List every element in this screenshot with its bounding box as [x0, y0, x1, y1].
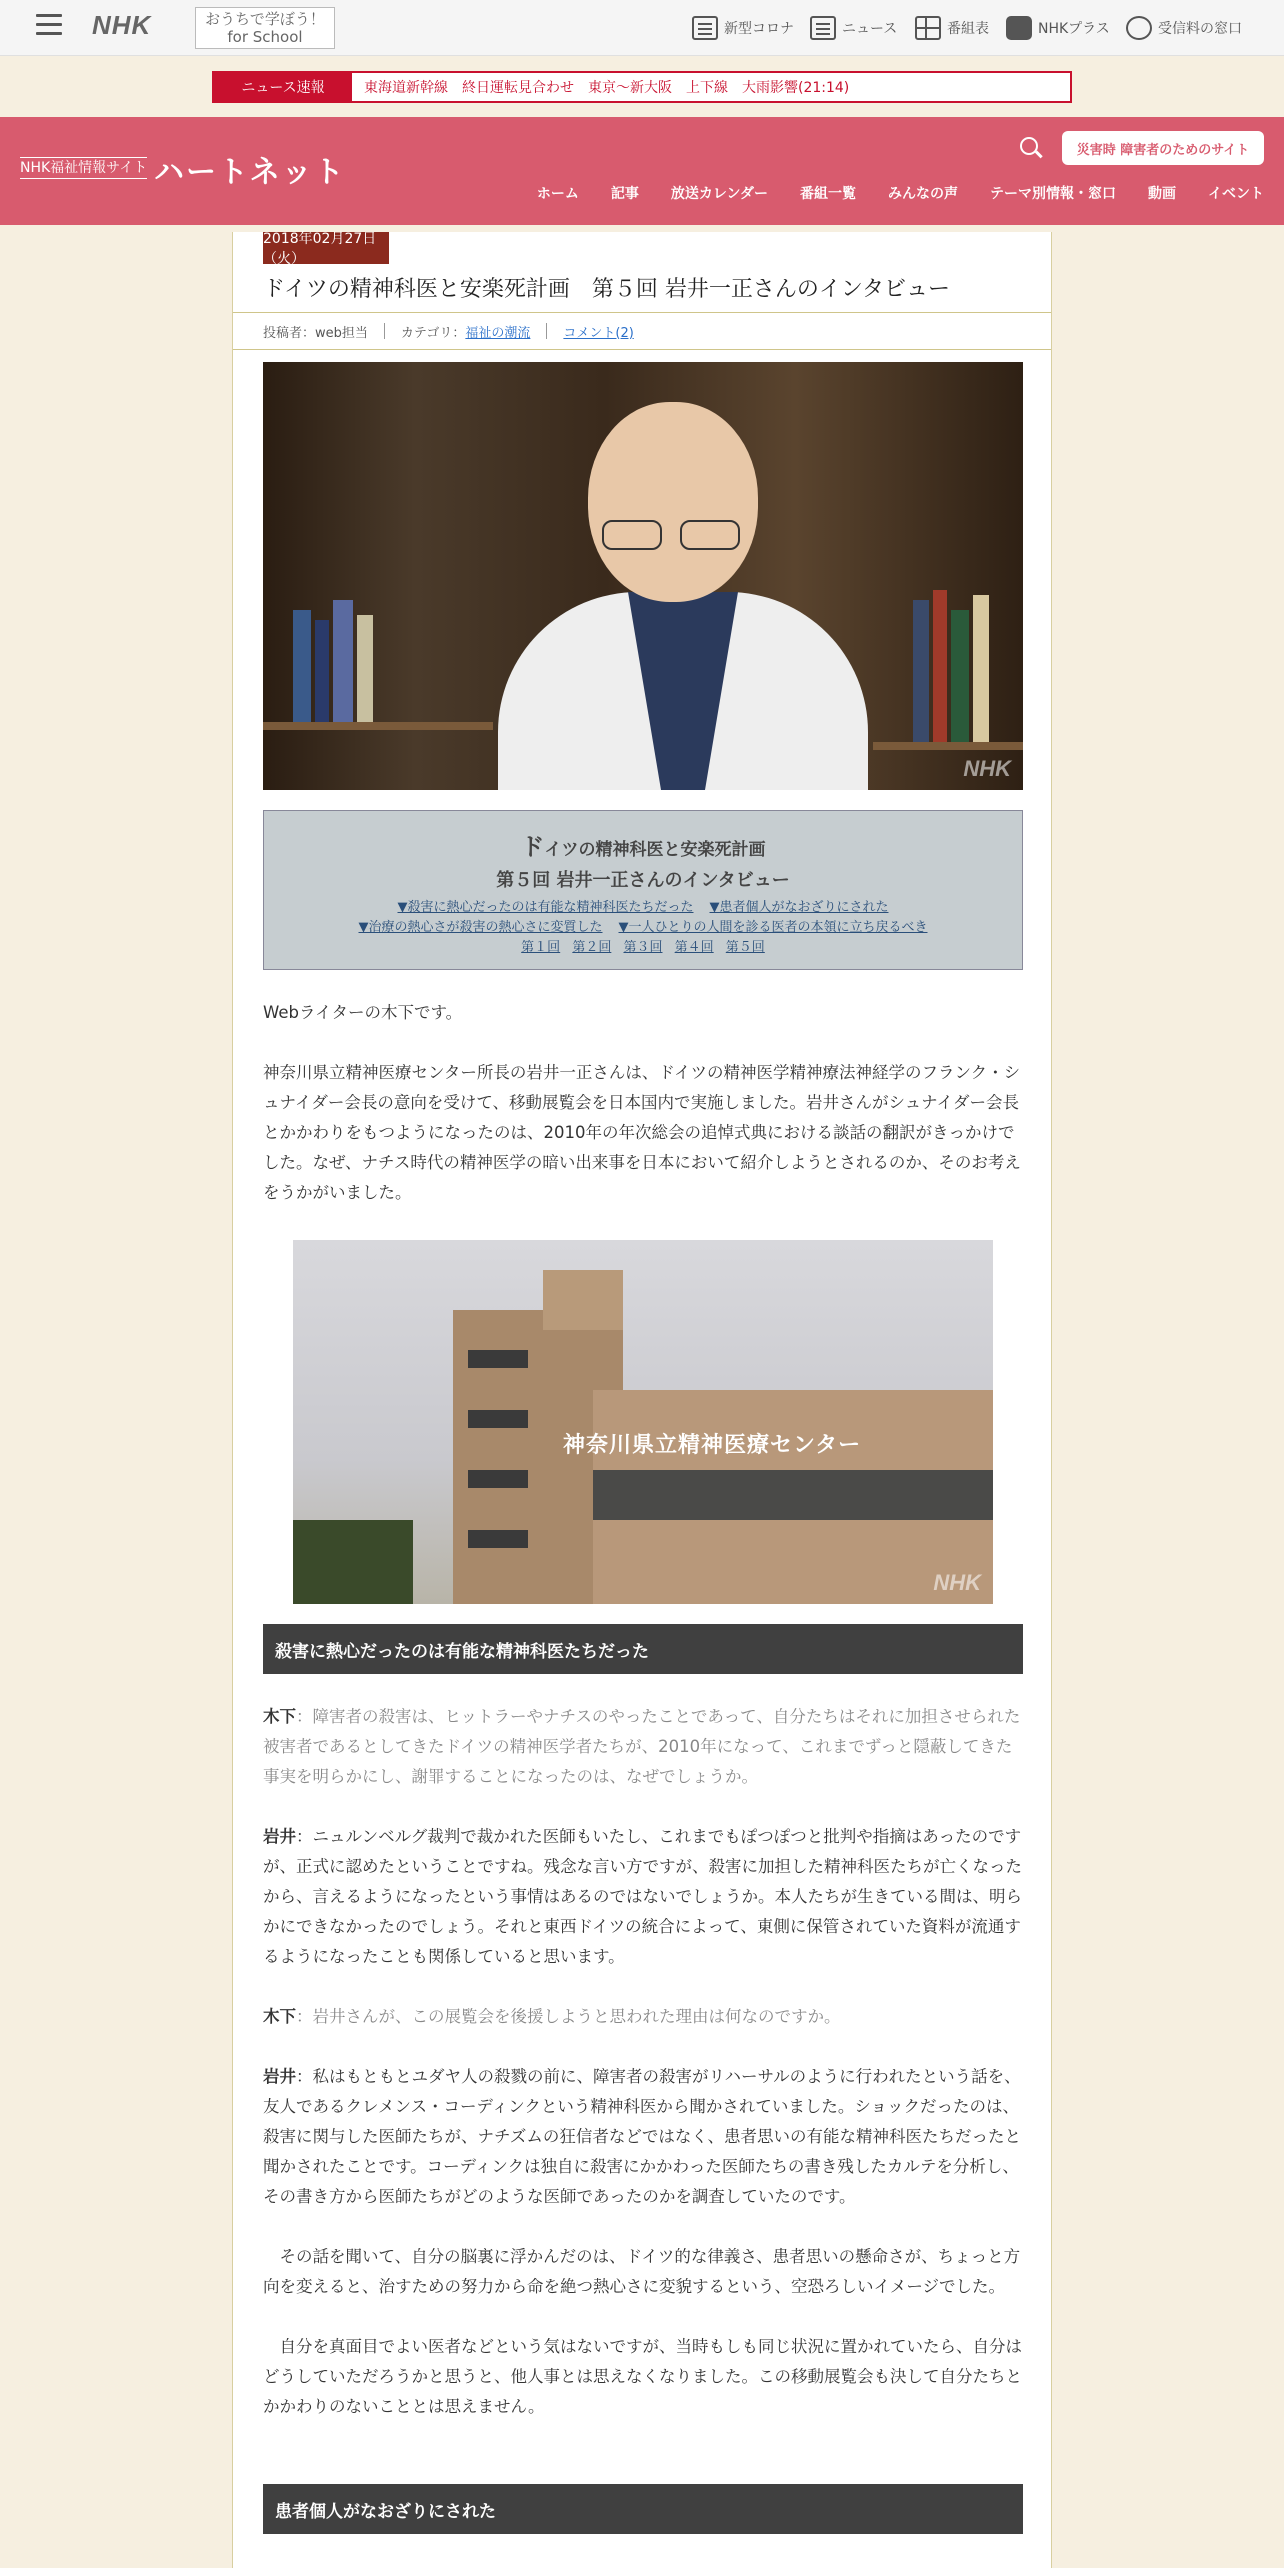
answer-2	[263, 2062, 1023, 2212]
series-toc	[263, 810, 1023, 970]
toc-title-first: ド	[520, 833, 545, 861]
nav-voices[interactable]: みんなの声	[888, 186, 958, 202]
main-nav	[505, 183, 1264, 203]
school-line1: おうちで学ぼう！	[205, 10, 325, 28]
site-logo[interactable]: ハートネット	[154, 155, 346, 190]
divider	[546, 323, 547, 339]
toc-part-3[interactable]: 第３回	[623, 940, 663, 955]
interview-photo	[263, 362, 1023, 790]
site-subtitle: NHK福祉情報サイト	[20, 157, 147, 179]
nhk-watermark: NHK	[933, 1570, 981, 1595]
toc-title	[264, 827, 1022, 862]
toc-link-section3[interactable]: ▼治療の熱心さが殺害の熱心さに変質した	[358, 920, 603, 935]
category-link[interactable]: 福祉の潮流	[465, 325, 531, 341]
nav-nhk-plus[interactable]	[1006, 14, 1110, 42]
category-label: カテゴリ：	[400, 325, 466, 341]
divider	[384, 323, 385, 339]
section-heading-1: 殺害に熱心だったのは有能な精神科医たちだった	[263, 1624, 1023, 1674]
nav-fee[interactable]	[1126, 14, 1242, 42]
breaking-news-bar[interactable]	[212, 71, 1072, 103]
nav-home[interactable]: ホーム	[536, 186, 579, 202]
comments-link[interactable]: コメント(2)	[563, 325, 634, 341]
author: 投稿者：web担当	[263, 325, 368, 341]
toc-part-5[interactable]: 第５回	[725, 940, 765, 955]
question-2	[263, 2002, 1023, 2032]
nav-calendar[interactable]: 放送カレンダー	[670, 186, 768, 202]
fee-icon	[1126, 16, 1152, 40]
article-title: ドイツの精神科医と安楽死計画 第５回 岩井一正さんのインタビュー	[263, 277, 951, 302]
interviewer-name: 木下	[263, 1707, 296, 1726]
search-icon[interactable]	[1020, 137, 1038, 155]
answer-2-paragraph-3: 自分を真面目でよい医者などという気はないですが、当時もしも同じ状況に置かれていたら、自分はどうしていただろうかと思うと、他人事とは思えなくなりました。この移動展覧会も決して自分たちとかかわりのないこととは思えません。	[263, 2337, 1022, 2416]
hospital-photo	[293, 1240, 993, 1604]
interviewee-name: 岩井	[263, 2067, 296, 2086]
answer-2-text: ：私はもともとユダヤ人の殺戮の前に、障害者の殺害がリハーサルのように行われたという話を、友人であるクレメンス・コーディンクという精神科医から聞かされていました。ショックだったのは、殺害に関与した医師たちが、ナチズムの狂信者などではなく、患者思いの有能な精神科医たちだったと聞かされたことです。コーディンクは独自に殺害にかかわった医師たちの書き残したカルテを分析し、その書き方から医師たちがどのような医師であったのかを調査していたのです。	[263, 2067, 1022, 2206]
nhk-watermark: NHK	[963, 756, 1011, 781]
answer-2-paragraph-2: その話を聞いて、自分の脳裏に浮かんだのは、ドイツ的な律義さ、患者思いの懸命さが、ちょっと方向を変えると、治すための努力から命を絶つ熱心さに変貌するという、空恐ろしいイメージでした。	[263, 2247, 1021, 2296]
nav-corona[interactable]	[692, 14, 794, 42]
interviewee-figure	[498, 402, 868, 790]
breaking-news-label: ニュース速報	[214, 73, 352, 101]
toc-part-4[interactable]: 第４回	[674, 940, 714, 955]
nav-programs[interactable]: 番組一覧	[800, 186, 856, 202]
corona-icon	[692, 16, 718, 40]
article-date: 2018年02月27日（火）	[263, 232, 389, 264]
nav-program-guide[interactable]	[915, 14, 989, 42]
disaster-site-button[interactable]: 災害時 障害者のためのサイト	[1062, 131, 1264, 165]
nav-corona-label: 新型コロナ	[724, 21, 794, 37]
school-button[interactable]	[195, 7, 335, 49]
nav-news-label: ニュース	[842, 21, 898, 37]
answer-1	[263, 1822, 1023, 1972]
intro-paragraph-1: Webライターの木下です。	[263, 1003, 463, 1022]
news-icon	[810, 16, 836, 40]
site-header	[0, 117, 1284, 225]
toc-link-section4[interactable]: ▼一人ひとりの人間を診る医者の本領に立ち戻るべき	[618, 920, 928, 935]
nhk-logo[interactable]: NHK	[92, 10, 152, 40]
program-guide-icon	[915, 16, 941, 40]
nav-fee-label: 受信料の窓口	[1158, 21, 1242, 37]
nav-program-guide-label: 番組表	[947, 21, 989, 37]
nav-themes[interactable]: テーマ別情報・窓口	[990, 186, 1116, 202]
section-heading-2: 患者個人がなおざりにされた	[263, 2484, 1023, 2534]
article-meta	[233, 312, 1051, 350]
nav-videos[interactable]: 動画	[1148, 186, 1176, 202]
school-line2: for School	[227, 28, 303, 46]
nhk-plus-icon	[1006, 16, 1032, 40]
question-1-text: ：障害者の殺害は、ヒットラーやナチスのやったことであって、自分たちはそれに加担させられた被害者であるとしてきたドイツの精神医学者たちが、2010年になって、これまでずっと隠蔽してきた事実を明らかにし、謝罪することになったのは、なぜでしょうか。	[263, 1707, 1021, 1786]
breaking-news-text[interactable]: 東海道新幹線 終日運転見合わせ 東京～新大阪 上下線 大雨影響(21:14)	[364, 80, 850, 96]
nav-articles[interactable]: 記事	[610, 186, 639, 202]
interviewee-name: 岩井	[263, 1827, 296, 1846]
toc-part-2[interactable]: 第２回	[572, 940, 612, 955]
toc-links	[264, 898, 1022, 958]
nav-news[interactable]	[810, 14, 897, 42]
question-2-text: ：岩井さんが、この展覧会を後援しようと思われた理由は何なのですか。	[296, 2007, 841, 2026]
toc-link-section2[interactable]: ▼患者個人がなおざりにされた	[709, 900, 889, 915]
answer-1-text: ：ニュルンベルグ裁判で裁かれた医師もいたし、これまでもぽつぽつと批判や指摘はあったのですが、正式に認めたということですね。残念な言い方ですが、殺害に加担した精神科医たちが亡くなったから、言えるようになったという事情はあるのではないでしょうか。本人たちが生きている間は、明らかにできなかったのでしょう。それと東西ドイツの統合によって、東側に保管されていた資料が流通するようになったことも関係していると思います。	[263, 1827, 1022, 1966]
article-card	[232, 232, 1052, 2568]
top-bar	[0, 0, 1284, 56]
hospital-sign: 神奈川県立精神医療センター	[563, 1433, 862, 1458]
toc-title-rest: イツの精神科医と安楽死計画	[544, 840, 766, 860]
interviewer-name: 木下	[263, 2007, 296, 2026]
toc-link-section1[interactable]: ▼殺害に熱心だったのは有能な精神科医たちだった	[397, 900, 694, 915]
nav-events[interactable]: イベント	[1208, 186, 1264, 202]
intro-paragraph-2: 神奈川県立精神医療センター所長の岩井一正さんは、ドイツの精神医学精神療法神経学のフランク・シュナイダー会長の意向を受けて、移動展覧会を日本国内で実施しました。岩井さんがシュナイダー会長とかかわりをもつようになったのは、2010年の年次総会の追悼式典における談話の翻訳がきっかけでした。なぜ、ナチス時代の精神医学の暗い出来事を日本において紹介しようとされるのか、そのお考えをうかがいました。	[263, 1063, 1021, 1202]
menu-icon[interactable]	[36, 14, 62, 36]
question-1	[263, 1702, 1023, 1792]
nav-nhk-plus-label: NHKプラス	[1038, 21, 1110, 37]
toc-part-1[interactable]: 第１回	[521, 940, 561, 955]
toc-subtitle: 第５回 岩井一正さんのインタビュー	[496, 870, 790, 891]
